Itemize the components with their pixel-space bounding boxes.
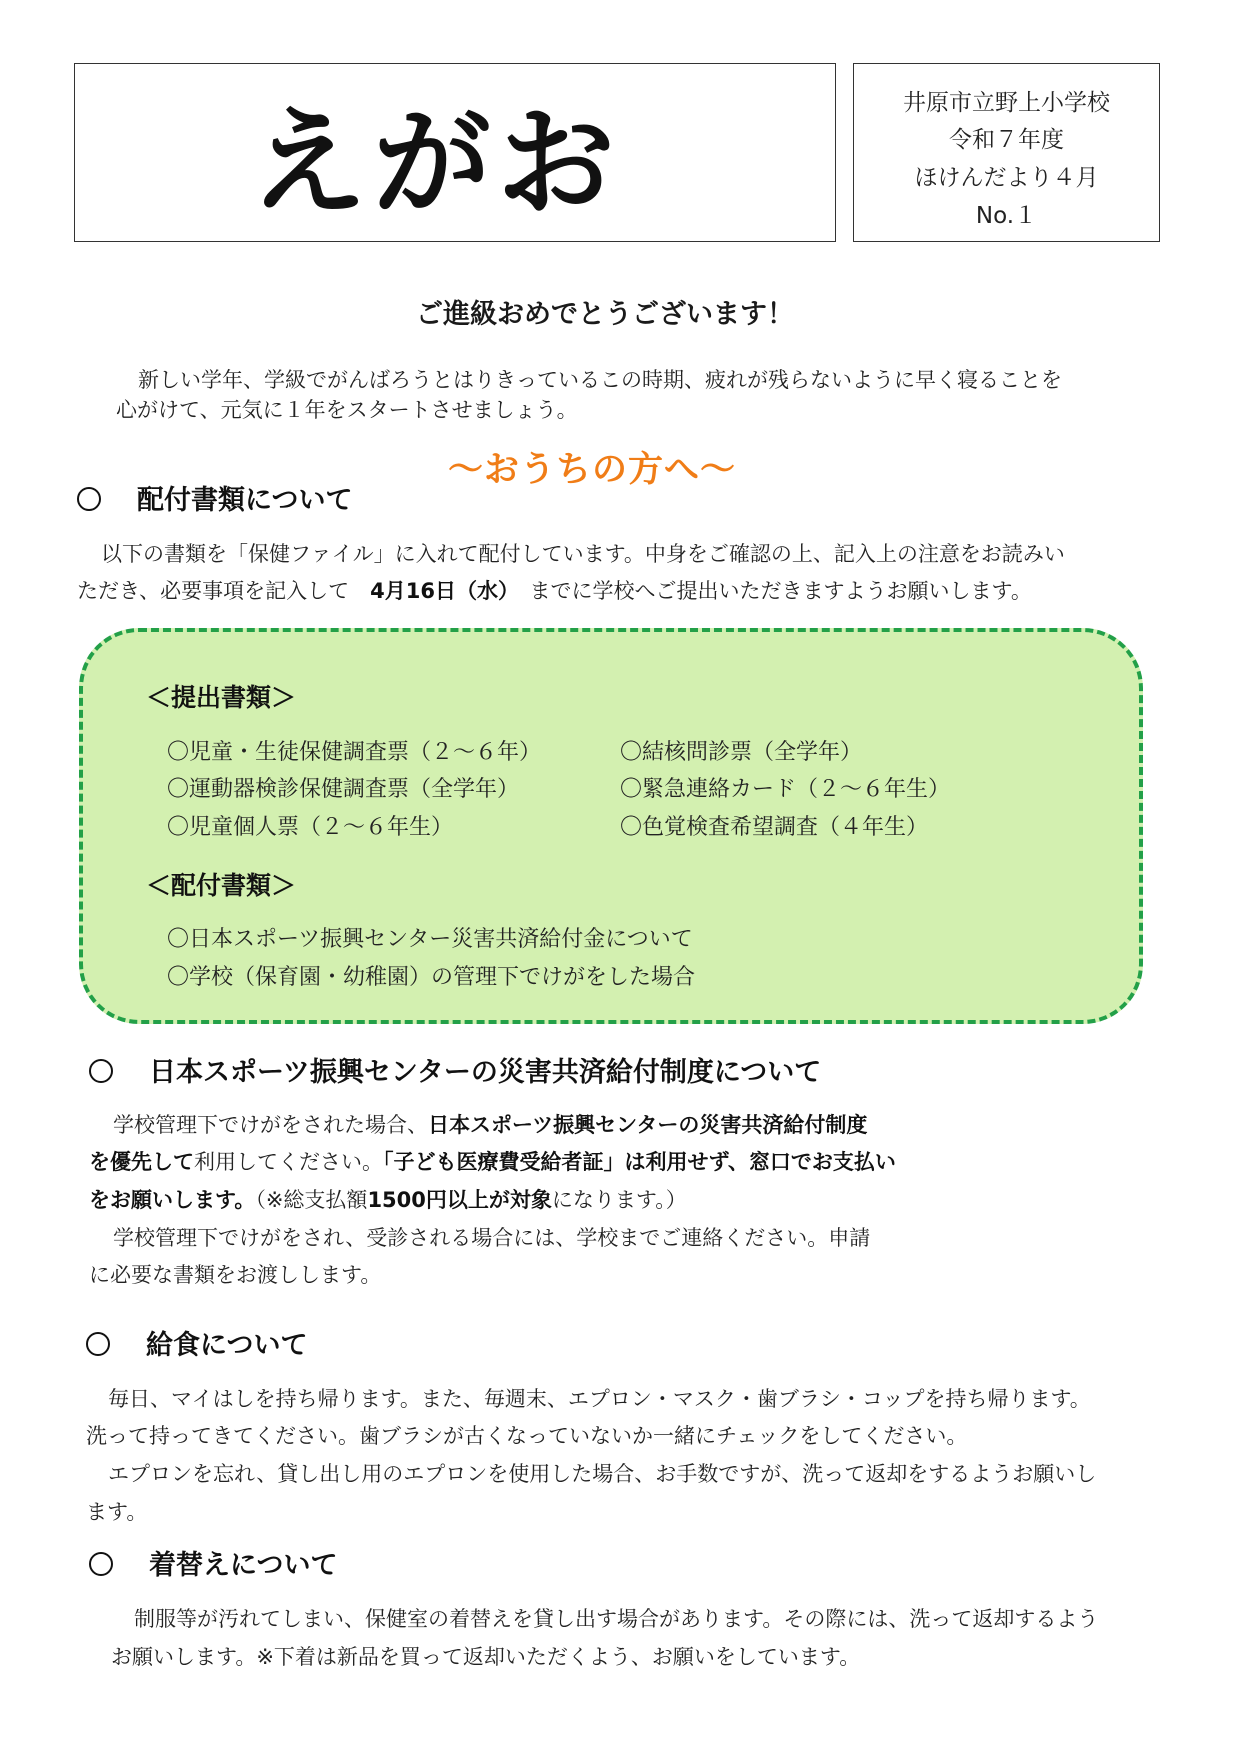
sports-line-5: に必要な書類をお渡しします。 xyxy=(89,1263,382,1287)
circle-bullet-icon xyxy=(89,1059,113,1083)
submit-item: 〇児童・生徒保健調査票（２～６年） xyxy=(167,740,542,765)
sports-emphasis: 「子ども医療費受給者証」は利用せず、窓口でお支払い xyxy=(383,1150,896,1174)
lunch-line-3: エプロンを忘れ、貸し出し用のエプロンを使用した場合、お手数ですが、洗って返却をするようお願いし xyxy=(108,1462,1097,1486)
section-heading-text: 給食について xyxy=(146,1330,308,1361)
documents-text: ただき、必要事項を記入して xyxy=(77,579,371,603)
lunch-line-1: 毎日、マイはしを持ち帰ります。また、毎週末、エプロン・マスク・歯ブラシ・コップを持ち帰ります。 xyxy=(108,1387,1091,1411)
sports-line-4: 学校管理下でけがをされ、受診される場合には、学校までご連絡ください。申請 xyxy=(113,1226,871,1250)
submit-documents-title: ＜提出書類＞ xyxy=(146,683,297,712)
school-name: 井原市立野上小学校 xyxy=(903,90,1110,116)
sports-text: 利用してください。 xyxy=(194,1150,383,1174)
intro-line-1: 新しい学年、学級でがんばろうとはりきっているこの時期、疲れが残らないように早く寝ることを xyxy=(138,368,1062,392)
documents-text: までに学校へご提出いただきますようお願いします。 xyxy=(529,579,1032,603)
submit-item: 〇結核問診票（全学年） xyxy=(620,740,863,765)
clothes-line-2: お願いします。※下着は新品を買って返却いただくよう、お願いをしています。 xyxy=(111,1645,861,1669)
submit-item: 〇緊急連絡カード（２～６年生） xyxy=(620,777,951,802)
documents-line-2 xyxy=(77,573,1032,610)
lunch-line-2: 洗って持ってきてください。歯ブラシが古くなっていないか一緒にチェックをしてください。 xyxy=(86,1424,968,1448)
sports-text: になります。） xyxy=(551,1188,687,1212)
sports-line-1 xyxy=(113,1107,867,1144)
newsletter-title-box xyxy=(74,63,836,242)
sports-line-3 xyxy=(89,1182,687,1219)
school-year: 令和７年度 xyxy=(949,127,1064,153)
sports-text: 学校管理下でけがをされた場合、 xyxy=(113,1113,428,1137)
sports-text: （※総支払額 xyxy=(255,1188,368,1212)
submit-item: 〇色覚検査希望調査（４年生） xyxy=(620,815,929,840)
lunch-line-4: ます。 xyxy=(86,1500,148,1524)
issue-name: ほけんだより４月 xyxy=(914,165,1099,191)
intro-line-2: 心がけて、元気に１年をスタートさせましょう。 xyxy=(116,398,578,422)
greeting-heading: ご進級おめでとうございます！ xyxy=(416,299,794,330)
school-info-box xyxy=(853,63,1160,242)
section-heading-lunch xyxy=(86,1323,307,1362)
issue-number: No.１ xyxy=(975,203,1038,229)
newsletter-title: えがお xyxy=(248,93,621,232)
circle-bullet-icon xyxy=(77,487,101,511)
sports-emphasis: を優先して xyxy=(89,1150,194,1174)
sports-emphasis: 日本スポーツ振興センターの災害共済給付制度 xyxy=(428,1113,868,1137)
submit-item: 〇児童個人票（２～６年生） xyxy=(167,815,454,840)
circle-bullet-icon xyxy=(89,1552,113,1576)
submit-item: 〇運動器検診保健調査票（全学年） xyxy=(167,777,520,802)
section-heading-documents xyxy=(77,478,352,517)
for-families-title: ～おうちの方へ～ xyxy=(448,450,737,490)
distribute-item: 〇学校（保育園・幼稚園）の管理下でけがをした場合 xyxy=(167,965,696,990)
sports-line-2 xyxy=(89,1144,896,1181)
sports-emphasis: をお願いします。 xyxy=(89,1188,256,1212)
deadline-date: 4月16日（水） xyxy=(370,579,509,603)
section-heading-sports-center xyxy=(89,1050,821,1089)
clothes-line-1: 制服等が汚れてしまい、保健室の着替えを貸し出す場合があります。その際には、洗って返却するよう xyxy=(134,1607,1099,1631)
sports-emphasis: 1500円以上が対象 xyxy=(367,1188,552,1212)
distribute-item: 〇日本スポーツ振興センター災害共済給付金について xyxy=(167,927,693,952)
section-heading-text: 日本スポーツ振興センターの災害共済給付制度について xyxy=(149,1057,822,1088)
section-heading-text: 配付書類について xyxy=(137,485,353,516)
documents-line-1: 以下の書類を「保健ファイル」に入れて配付しています。中身をご確認の上、記入上の注意をお読みい xyxy=(101,542,1065,566)
section-heading-text: 着替えについて xyxy=(149,1550,338,1581)
distribute-documents-title: ＜配付書類＞ xyxy=(146,871,297,900)
circle-bullet-icon xyxy=(86,1332,110,1356)
section-heading-clothes xyxy=(89,1543,337,1582)
